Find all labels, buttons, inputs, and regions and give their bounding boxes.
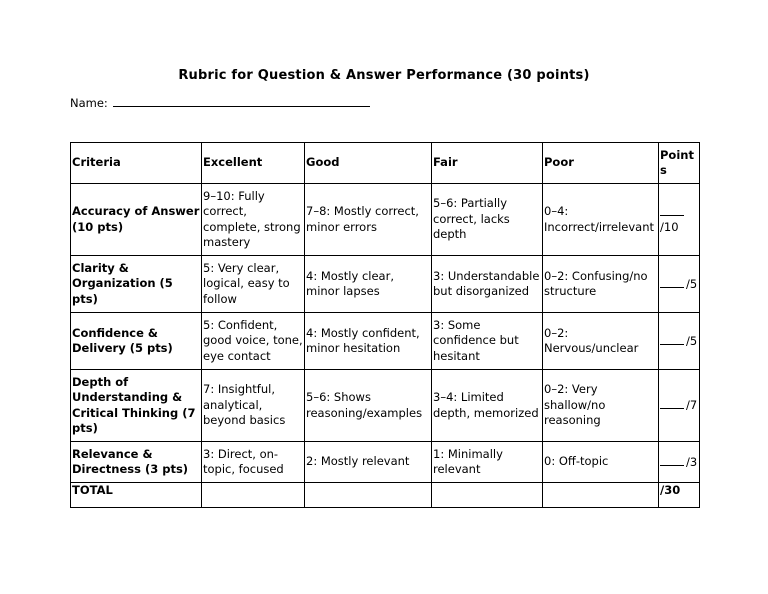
poor-cell: 0–2: Confusing/no structure [543, 256, 659, 313]
fair-cell: 3: Understandable but disorganized [432, 256, 543, 313]
header-fair: Fair [432, 143, 543, 184]
criteria-cell: Accuracy of Answer (10 pts) [71, 184, 202, 256]
table-row [71, 256, 700, 313]
points-max: /5 [686, 276, 698, 291]
rubric-table [70, 142, 700, 508]
points-blank[interactable] [660, 397, 684, 409]
total-empty-cell [543, 483, 659, 508]
total-empty-cell [432, 483, 543, 508]
header-poor: Poor [543, 143, 659, 184]
excellent-cell: 7: Insightful, analytical, beyond basics [202, 370, 305, 442]
points-max: /5 [686, 333, 698, 348]
good-cell: 4: Mostly clear, minor lapses [305, 256, 432, 313]
poor-cell: 0: Off-topic [543, 442, 659, 483]
points-blank[interactable] [660, 276, 684, 288]
criteria-cell: Clarity & Organization (5 pts) [71, 256, 202, 313]
points-blank[interactable] [660, 204, 684, 216]
header-points: Points [659, 143, 700, 184]
total-label: TOTAL [71, 483, 202, 508]
good-cell: 7–8: Mostly correct, minor errors [305, 184, 432, 256]
header-row [71, 143, 700, 184]
total-empty-cell [305, 483, 432, 508]
name-blank-field[interactable] [113, 95, 370, 107]
table-row [71, 184, 700, 256]
excellent-cell: 5: Confident, good voice, tone, eye contact [202, 313, 305, 370]
points-max: /7 [686, 398, 698, 413]
points-cell[interactable] [659, 184, 700, 256]
fair-cell: 3: Some confidence but hesitant [432, 313, 543, 370]
points-blank[interactable] [660, 454, 684, 466]
total-row [71, 483, 700, 508]
points-max: /3 [686, 454, 698, 469]
name-line [70, 95, 370, 110]
poor-cell: 0–2: Nervous/unclear [543, 313, 659, 370]
points-cell[interactable] [659, 256, 700, 313]
header-good: Good [305, 143, 432, 184]
criteria-cell: Relevance & Directness (3 pts) [71, 442, 202, 483]
total-empty-cell [202, 483, 305, 508]
header-criteria: Criteria [71, 143, 202, 184]
header-excellent: Excellent [202, 143, 305, 184]
criteria-cell: Confidence & Delivery (5 pts) [71, 313, 202, 370]
table-row [71, 370, 700, 442]
table-row [71, 442, 700, 483]
good-cell: 4: Mostly confident, minor hesitation [305, 313, 432, 370]
points-blank[interactable] [660, 333, 684, 345]
points-max: /10 [660, 220, 679, 234]
fair-cell: 5–6: Partially correct, lacks depth [432, 184, 543, 256]
good-cell: 2: Mostly relevant [305, 442, 432, 483]
name-label: Name: [70, 96, 108, 110]
excellent-cell: 3: Direct, on-topic, focused [202, 442, 305, 483]
good-cell: 5–6: Shows reasoning/examples [305, 370, 432, 442]
points-cell[interactable] [659, 370, 700, 442]
criteria-cell: Depth of Understanding & Critical Thinking (7 pts) [71, 370, 202, 442]
poor-cell: 0–4: Incorrect/irrelevant [543, 184, 659, 256]
total-points[interactable]: /30 [659, 483, 700, 508]
excellent-cell: 5: Very clear, logical, easy to follow [202, 256, 305, 313]
poor-cell: 0–2: Very shallow/no reasoning [543, 370, 659, 442]
excellent-cell: 9–10: Fully correct, complete, strong mastery [202, 184, 305, 256]
document-title: Rubric for Question & Answer Performance (30 points) [178, 68, 590, 83]
points-cell[interactable] [659, 313, 700, 370]
fair-cell: 1: Minimally relevant [432, 442, 543, 483]
points-cell[interactable] [659, 442, 700, 483]
fair-cell: 3–4: Limited depth, memorized [432, 370, 543, 442]
table-row [71, 313, 700, 370]
